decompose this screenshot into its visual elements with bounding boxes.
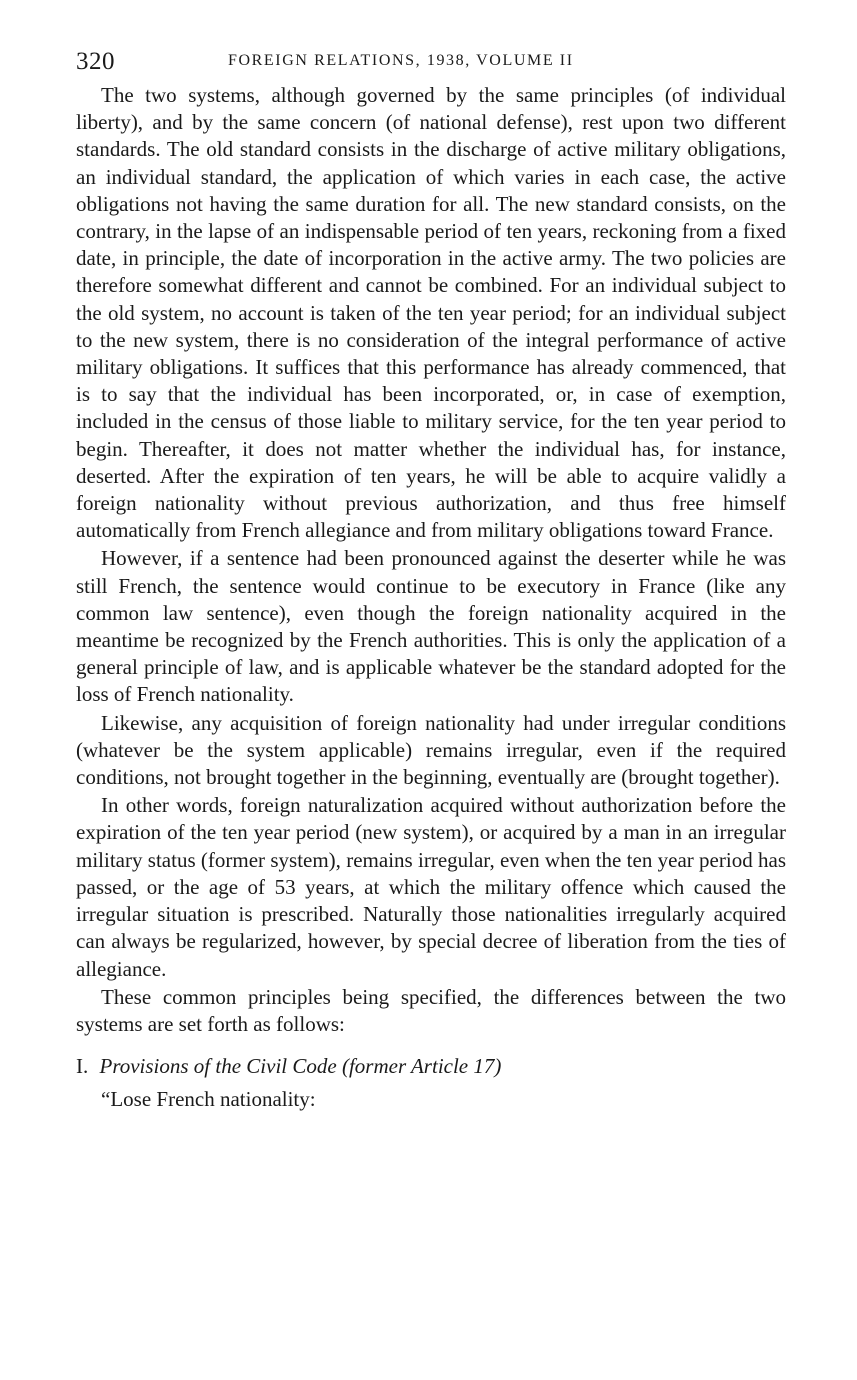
paragraph: The two systems, although governed by the same principles (of individual liberty), and by the same concern (of national defense), rest upon two different standards. The old standard consists in the discharge of active military obligations, an individual standard, the application of which varies in each case, the active obligations not having the same duration for all. The new standard consists, on the contrary, in the lapse of an indispensable period of ten years, reckoning from a fixed date, in principle, the date of incorporation in the active army. The two policies are therefore somewhat different and cannot be combined. For an individual subject to the old system, no account is taken of the ten year period; for an individual subject to the new system, there is no consideration of the integral performance of active military obligations. It suffices that this performance has already commenced, that is to say that the individual has been incorporated, or, in case of exemption, included in the census of those liable to military service, for the ten year period to begin. Thereafter, it does not matter whether the individual has, for instance, deserted. After the expiration of ten years, he will be able to acquire validly a foreign nationality without previous authorization, and thus free himself automatically from French allegiance and from military obligations toward France. bbox=[76, 83, 786, 543]
page-number: 320 bbox=[76, 48, 115, 75]
paragraph: In other words, foreign naturalization acquired without authorization before the expiration of the ten year period (new system), or acquired by a man in an irregular military status (former system), remains irregular, even when the ten year period has passed, or the age of 53 years, at which the military offence which caused the irregular situation is prescribed. Naturally those nationalities irregularly acquired can always be regularized, however, by special decree of liberation from the ties of allegiance. bbox=[76, 793, 786, 981]
quote-start: “Lose French nationality: bbox=[101, 1087, 316, 1112]
body-text bbox=[76, 82, 786, 1038]
paragraph: Likewise, any acquisition of foreign nationality had under irregular conditions (whatever be the system applicable) remains irregular, even if the required conditions, not brought together in the beginning, eventually are (brought together). bbox=[76, 710, 786, 790]
page-header bbox=[76, 40, 786, 82]
section-heading bbox=[76, 1052, 786, 1080]
paragraph: However, if a sentence had been pronounced against the deserter while he was still French, the sentence would continue to be executory in France (like any common law sentence), even though the foreign nationality acquired in the meantime be recognized by the French authorities. This is only the application of a general principle of law, and is applicable whatever be the standard adopted for the loss of French nationality. bbox=[76, 546, 786, 707]
section-number: I. bbox=[76, 1054, 89, 1079]
document-page bbox=[76, 40, 786, 1113]
running-head: FOREIGN RELATIONS, 1938, VOLUME II bbox=[228, 52, 574, 69]
paragraph: These common principles being specified, the differences between the two systems are set forth as follows: bbox=[76, 984, 786, 1036]
section-title: Provisions of the Civil Code (former Article 17) bbox=[99, 1054, 502, 1079]
